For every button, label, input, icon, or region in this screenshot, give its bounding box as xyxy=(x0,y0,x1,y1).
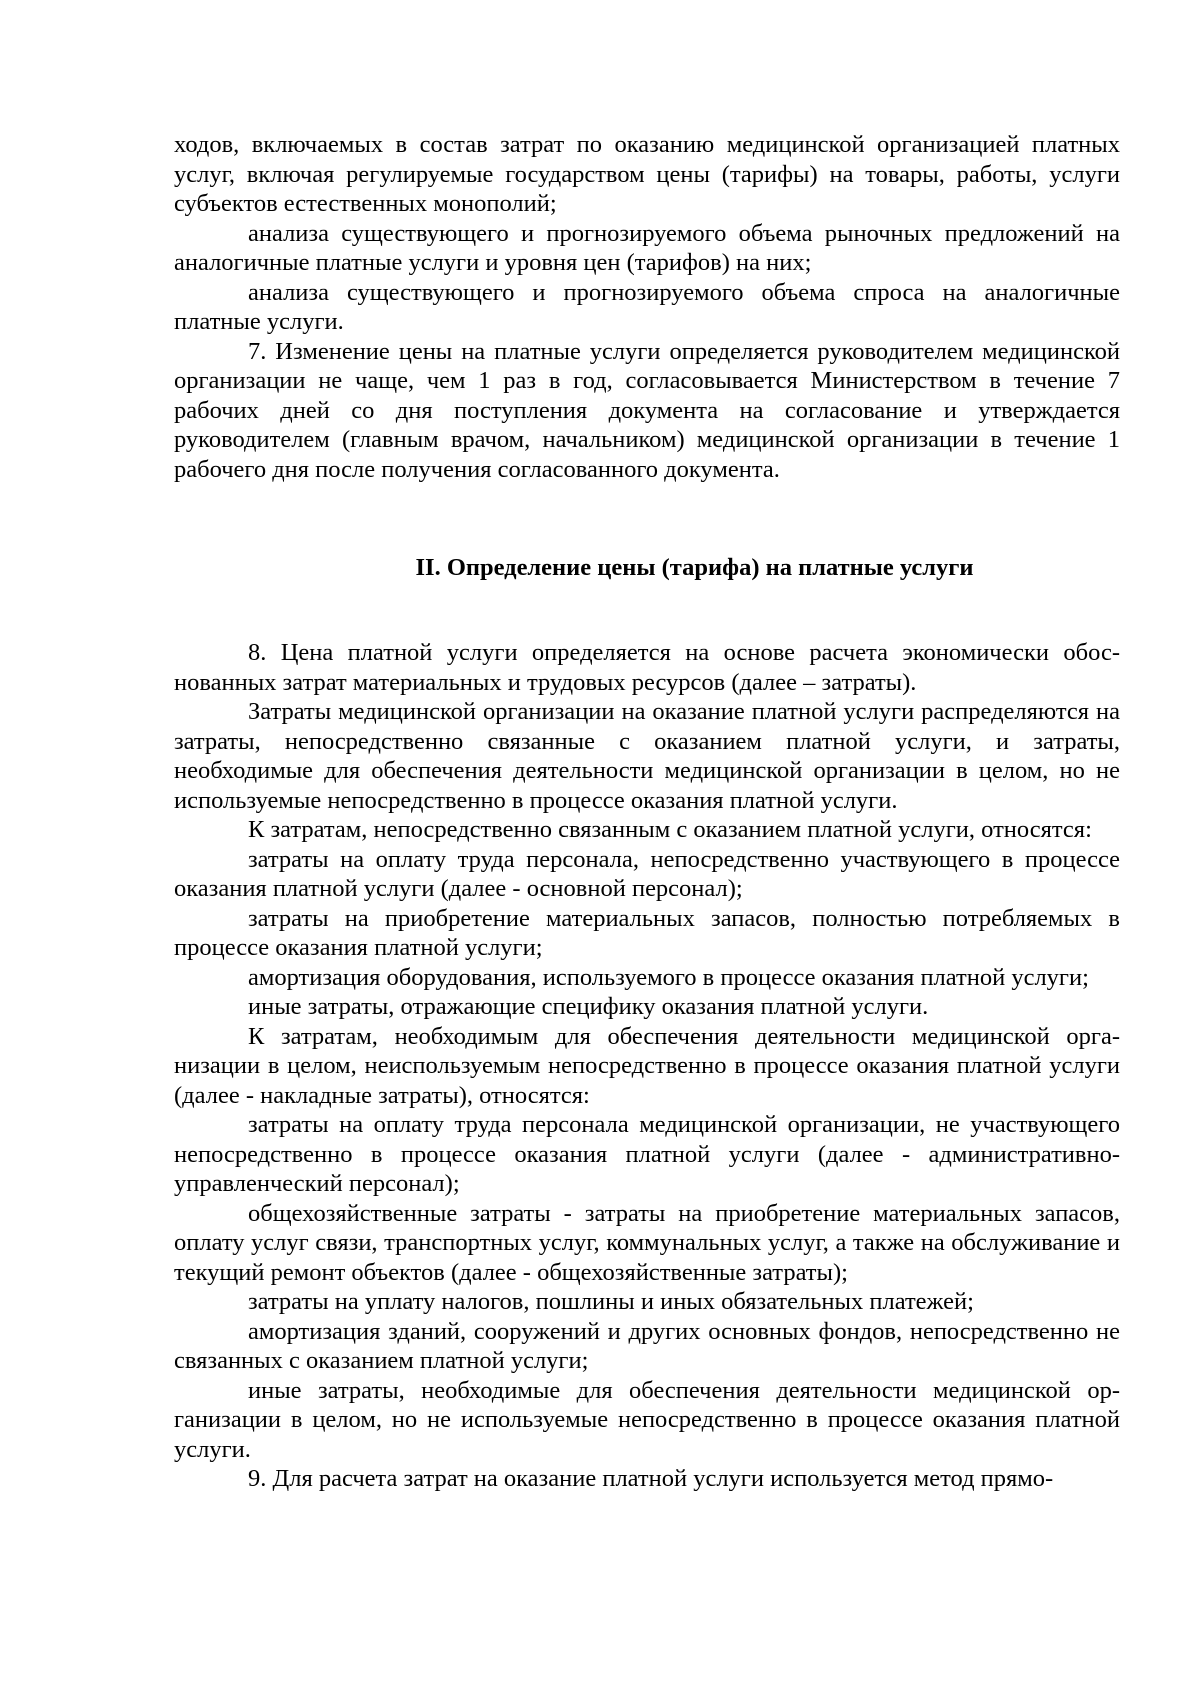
paragraph-other-overhead: иные затраты, необходимые для обеспечения деятельности медицинской организации в целом, но не используемые непосредственно в процессе оказания платной услуги. xyxy=(174,1376,1120,1463)
paragraph-direct-labor: затраты на оплату труда персонала, непосредственно участвующего в процессе оказания платной услуги (далее - основной персонал); xyxy=(174,845,1120,902)
paragraph-cost-distribution: Затраты медицинской организации на оказание платной услуги распределяются на затраты, непосредственно связанные с оказанием платной услуги, и затраты, необходимые для обеспечения деятельности медицинской организации в целом, но не используемые непосредственно в процессе оказания платной услуги. xyxy=(174,698,1120,814)
paragraph-item-7: 7. Изменение цены на платные услуги определяется руководителем медицинской организации не чаще, чем 1 раз в год, согласовывается Министерством в течение 7 рабочих дней со дня поступления документа на согласование и утверждается руководителем (главным врачом, начальником) медицинской организации в течение 1 рабочего дня после получения согласованного документа. xyxy=(174,337,1120,483)
paragraph-direct-costs-intro: К затратам, непосредственно связанным с оказанием платной услуги, относятся: xyxy=(248,816,1092,843)
paragraph-taxes: затраты на уплату налогов, пошлины и иных обязательных платежей; xyxy=(248,1288,974,1315)
paragraph-admin-labor: затраты на оплату труда персонала медицинской организации, не участвующего непосредственно в процессе оказания платной услуги (далее - административно-управленческий персонал); xyxy=(174,1111,1120,1197)
paragraph-continuation: ходов, включаемых в состав затрат по оказанию медицинской организацией платных услуг, включая регулируемые государством цены (тарифы) на товары, работы, услуги субъектов естественных монополий; xyxy=(174,131,1120,217)
paragraph-market-offers: анализа существующего и прогнозируемого объема рыночных предложений на аналогичные платные услуги и уровня цен (тарифов) на них; xyxy=(174,219,1120,276)
paragraph-item-8: 8. Цена платной услуги определяется на основе расчета экономически обоснованных затрат материальных и трудовых ресурсов (далее – затраты). xyxy=(174,639,1120,696)
paragraph-equipment-amortization: амортизация оборудования, используемого в процессе оказания платной услуги; xyxy=(248,963,1089,991)
paragraph-overhead-intro: К затратам, необходимым для обеспечения деятельности медицинской организации в целом, неиспользуемым непосредственно в процессе оказания платной услуги (далее - накладные затраты), относятся: xyxy=(174,1022,1120,1109)
paragraph-direct-materials: затраты на приобретение материальных запасов, полностью потребляемых в процессе оказания платной услуги; xyxy=(174,904,1120,961)
paragraph-demand-analysis: анализа существующего и прогнозируемого объема спроса на аналогичные платные услуги. xyxy=(174,278,1120,335)
paragraph-other-direct: иные затраты, отражающие специфику оказания платной услуги. xyxy=(248,993,929,1020)
paragraph-general-costs: общехозяйственные затраты - затраты на приобретение материальных запасов, оплату услуг связи, транспортных услуг, коммунальных услуг, а также на обслуживание и текущий ремонт объектов (далее - общехозяйственные затраты); xyxy=(174,1199,1120,1286)
paragraph-item-9: 9. Для расчета затрат на оказание платной услуги используется метод прямо- xyxy=(248,1465,1054,1492)
document-page xyxy=(174,130,1120,1494)
paragraph-building-amortization: амортизация зданий, сооружений и других основных фондов, непосредственно не связанных с оказанием платной услуги; xyxy=(174,1317,1120,1374)
section-heading: II. Определение цены (тарифа) на платные услуги xyxy=(415,554,974,581)
